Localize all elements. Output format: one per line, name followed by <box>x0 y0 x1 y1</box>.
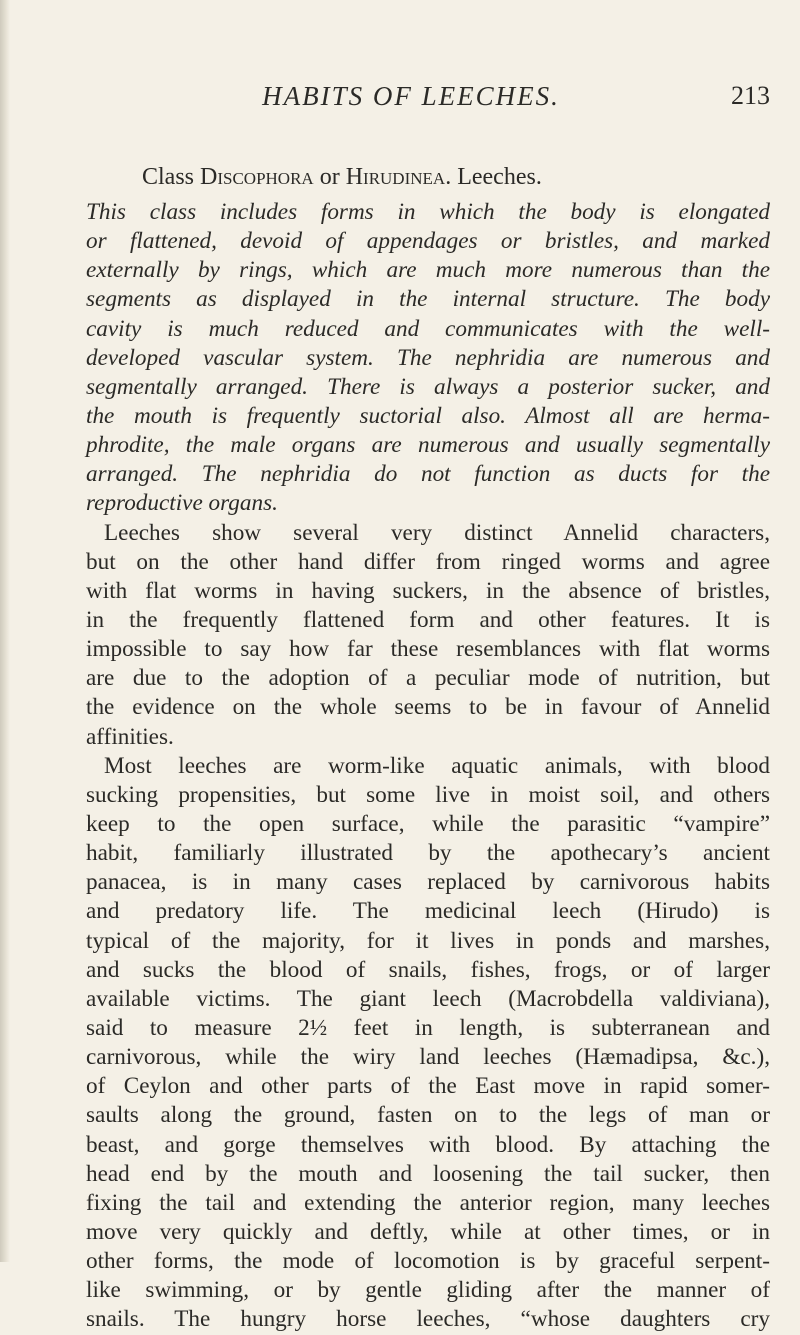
text-line: fixing the tail and extending the anterior region, many leeches <box>86 1189 770 1216</box>
heading-leeches: . Leeches. <box>445 164 542 190</box>
text-line: typical of the majority, for it lives in ponds and marshes, <box>86 927 770 954</box>
running-head <box>52 76 770 116</box>
text-line: snails. The hungry horse leeches, “whose daughters cry <box>86 1306 770 1333</box>
book-page <box>52 0 770 1333</box>
text-line: other forms, the mode of locomotion is by graceful serpent- <box>86 1248 770 1275</box>
text-line: available victims. The giant leech (Macrobdella valdiviana), <box>86 985 770 1012</box>
text-line: head end by the mouth and loosening the tail sucker, then <box>86 1160 770 1187</box>
heading-class-label: Class <box>142 164 201 190</box>
text-line: the mouth is frequently suctorial also. Almost all are herma- <box>86 402 770 429</box>
text-line: in the frequently flattened form and other features. It is <box>86 606 770 633</box>
text-line: This class includes forms in which the body is elongated <box>86 199 770 225</box>
text-line: the evidence on the whole seems to be in favour of Annelid <box>86 694 770 721</box>
text-line: reproductive organs. <box>86 490 278 517</box>
text-line: Most leeches are worm-like aquatic animals, with blood <box>104 752 770 779</box>
heading-term-hirudinea: Hirudinea <box>345 164 446 190</box>
text-line: habit, familiarly illustrated by the apothecary’s ancient <box>86 840 770 867</box>
text-line: phrodite, the male organs are numerous and usually segmentally <box>86 432 770 459</box>
text-line: but on the other hand differ from ringed worms and agree <box>86 548 770 575</box>
text-line: said to measure 2½ feet in length, is subterranean and <box>86 1014 770 1041</box>
text-line: saults along the ground, fasten on to the legs of man or <box>86 1102 770 1129</box>
heading-or: or <box>313 164 346 190</box>
text-line: Leeches show several very distinct Annelid characters, <box>104 519 770 546</box>
heading-term-discophora: Discophora <box>200 164 314 190</box>
text-line: and predatory life. The medicinal leech (Hirudo) is <box>86 898 770 925</box>
text-line: segmentally arranged. There is always a posterior sucker, and <box>86 373 770 400</box>
section-heading <box>142 160 762 194</box>
text-line: with flat worms in having suckers, in the absence of bristles, <box>86 577 770 604</box>
text-line: or flattened, devoid of appendages or bristles, and marked <box>86 228 770 255</box>
text-line: developed vascular system. The nephridia are numerous and <box>86 344 770 371</box>
text-line: like swimming, or by gentle gliding after the manner of <box>86 1277 770 1304</box>
text-line: are due to the adoption of a peculiar mode of nutrition, but <box>86 665 770 692</box>
text-line: externally by rings, which are much more numerous than the <box>86 257 770 284</box>
text-line: panacea, is in many cases replaced by carnivorous habits <box>86 869 770 896</box>
running-title: HABITS OF LEECHES. <box>262 81 560 111</box>
text-line: move very quickly and deftly, while at other times, or in <box>86 1218 770 1245</box>
page-binding-edge <box>0 0 10 1262</box>
text-line: sucking propensities, but some live in moist soil, and others <box>86 781 770 808</box>
text-line: beast, and gorge themselves with blood. By attaching the <box>86 1131 770 1158</box>
text-line: affinities. <box>86 723 174 750</box>
text-line: keep to the open surface, while the parasitic “vampire” <box>86 810 770 837</box>
text-line: and sucks the blood of snails, fishes, frogs, or of larger <box>86 956 770 983</box>
page-number: 213 <box>731 81 770 110</box>
text-line: of Ceylon and other parts of the East move in rapid somer- <box>86 1073 770 1100</box>
text-line: carnivorous, while the wiry land leeches (Hæmadipsa, &c.), <box>86 1044 770 1071</box>
text-line: arranged. The nephridia do not function as ducts for the <box>86 461 770 488</box>
text-line: segments as displayed in the internal structure. The body <box>86 286 770 313</box>
text-line: cavity is much reduced and communicates with the well- <box>86 315 770 342</box>
text-line: impossible to say how far these resemblances with flat worms <box>86 636 770 663</box>
body-text <box>86 198 770 1334</box>
